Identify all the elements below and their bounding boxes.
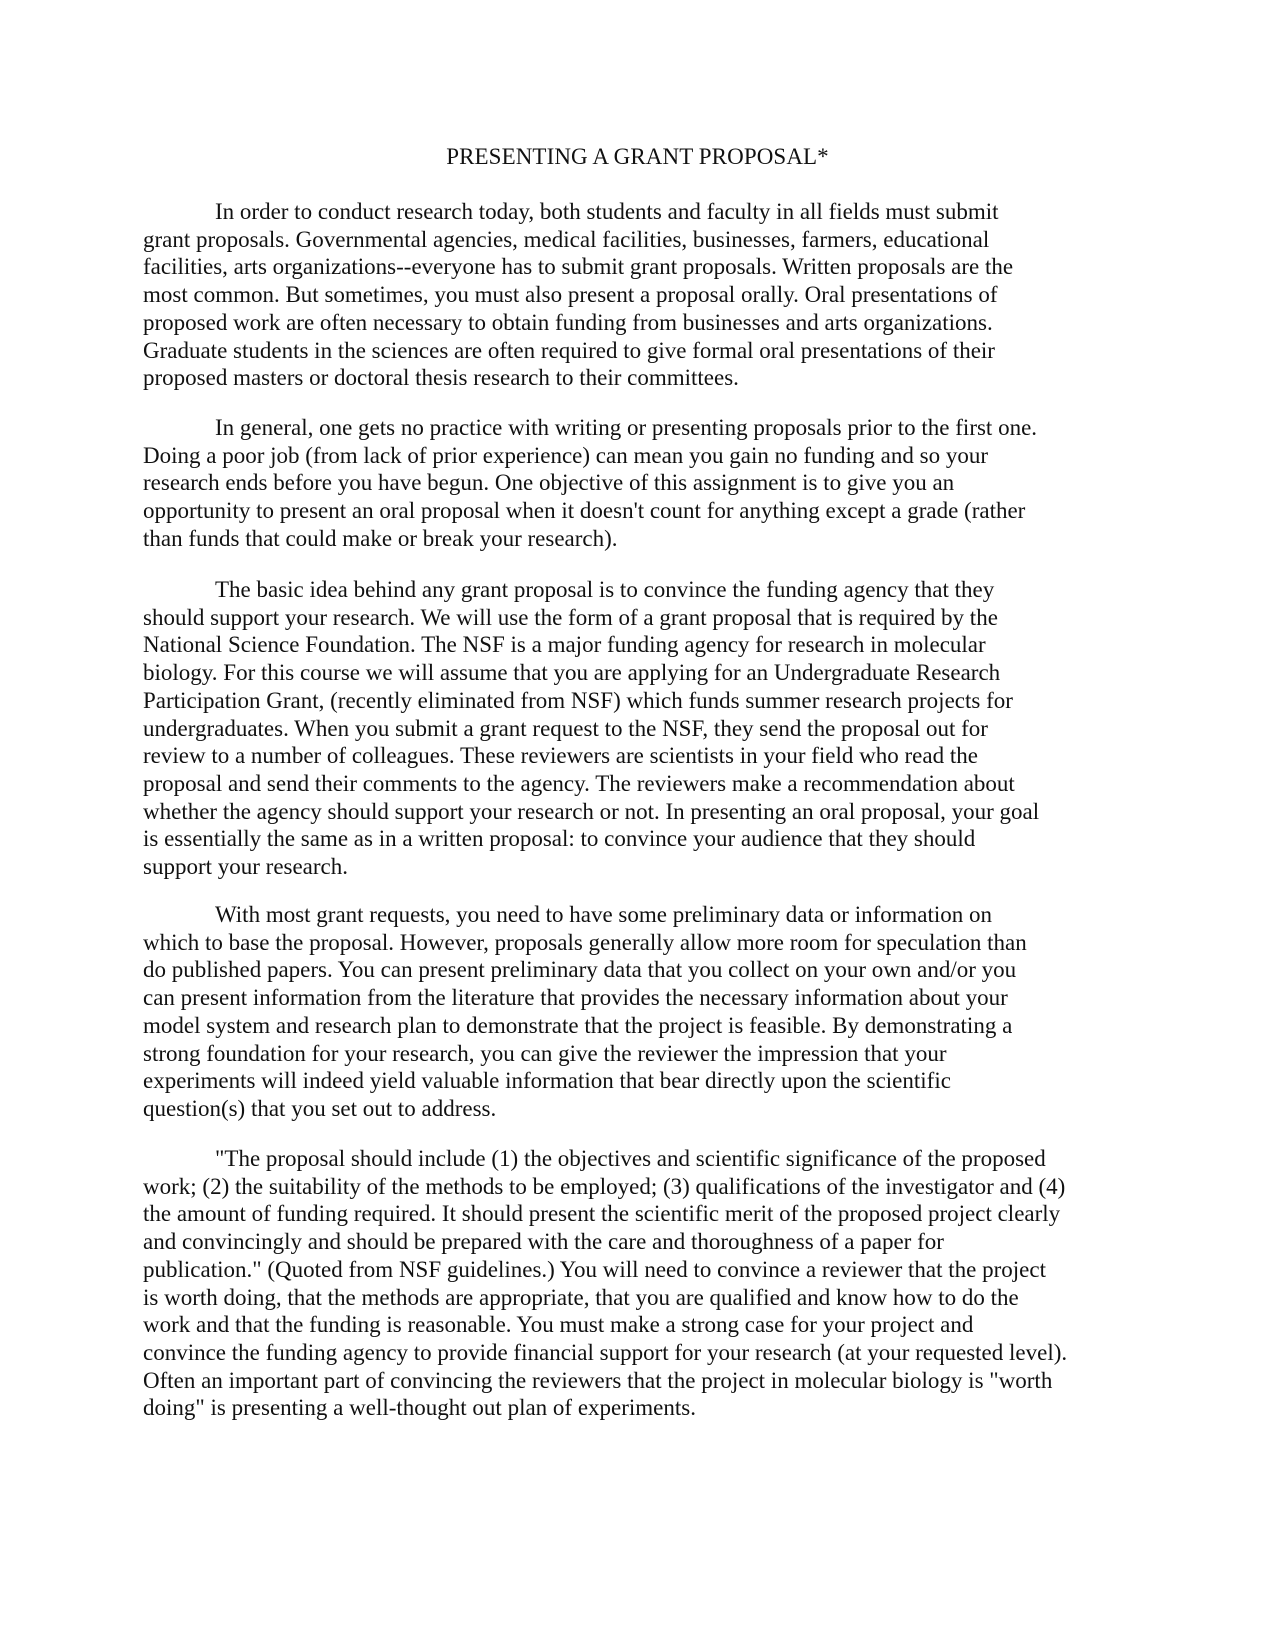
paragraph-line: can present information from the literature that provides the necessary information about your [143,985,1008,1011]
paragraph-3 [143,576,1143,881]
paragraph-line: is worth doing, that the methods are appropriate, that you are qualified and know how to do the [143,1284,1019,1310]
paragraph-line: work and that the funding is reasonable. You must make a strong case for your project and [143,1312,974,1338]
paragraph-line: strong foundation for your research, you can give the reviewer the impression that your [143,1040,947,1066]
paragraph-line: proposed work are often necessary to obtain funding from businesses and arts organizations. [143,309,993,335]
paragraph-1 [143,198,1143,392]
paragraph-line: grant proposals. Governmental agencies, medical facilities, businesses, farmers, educational [143,226,990,252]
paragraph-line: most common. But sometimes, you must also present a proposal orally. Oral presentations of [143,282,998,308]
paragraph-line: and convincingly and should be prepared with the care and thoroughness of a paper for [143,1229,944,1255]
paragraph-line: In general, one gets no practice with writing or presenting proposals prior to the first one. [215,415,1038,440]
paragraph-line: than funds that could make or break your research). [143,525,618,551]
paragraph-line: doing" is presenting a well-thought out plan of experiments. [143,1395,696,1421]
paragraph-line: publication." (Quoted from NSF guidelines.) You will need to convince a reviewer that the project [143,1256,1046,1282]
paragraph-line: model system and research plan to demonstrate that the project is feasible. By demonstrating a [143,1012,1013,1038]
paragraph-line: question(s) that you set out to address. [143,1095,497,1121]
paragraph-line: undergraduates. When you submit a grant request to the NSF, they send the proposal out for [143,715,988,741]
paragraph-line: National Science Foundation. The NSF is a major funding agency for research in molecular [143,632,986,658]
paragraph-line: facilities, arts organizations--everyone has to submit grant proposals. Written proposals are the [143,254,1014,280]
paragraph-line: Doing a poor job (from lack of prior experience) can mean you gain no funding and so your [143,442,988,468]
paragraph-line: Often an important part of convincing the reviewers that the project in molecular biology is "worth [143,1367,1053,1393]
paragraph-5 [143,1145,1143,1422]
paragraph-line: Graduate students in the sciences are often required to give formal oral presentations of their [143,337,995,363]
paragraph-line: which to base the proposal. However, proposals generally allow more room for speculation than [143,929,1027,955]
paragraph-line: With most grant requests, you need to have some preliminary data or information on [215,902,993,927]
paragraph-line: research ends before you have begun. One objective of this assignment is to give you an [143,470,955,496]
paragraph-line: The basic idea behind any grant proposal is to convince the funding agency that they [215,577,995,602]
paragraph-line: Participation Grant, (recently eliminated from NSF) which funds summer research projects for [143,687,1013,713]
paragraph-line: whether the agency should support your research or not. In presenting an oral proposal, your goal [143,798,1040,824]
paragraph-line: review to a number of colleagues. These reviewers are scientists in your field who read the [143,743,978,769]
paragraph-line: is essentially the same as in a written proposal: to convince your audience that they should [143,826,976,852]
paragraph-4 [143,901,1143,1123]
paragraph-line: "The proposal should include (1) the objectives and scientific significance of the proposed [215,1146,1046,1171]
paragraph-line: work; (2) the suitability of the methods to be employed; (3) qualifications of the investigator and (4) [143,1173,1066,1199]
paragraph-line: opportunity to present an oral proposal when it doesn't count for anything except a grade (rather [143,498,1026,524]
paragraph-line: the amount of funding required. It should present the scientific merit of the proposed project clearly [143,1201,1061,1227]
paragraph-line: proposal and send their comments to the agency. The reviewers make a recommendation about [143,770,1015,796]
paragraph-line: proposed masters or doctoral thesis research to their committees. [143,365,739,391]
paragraph-line: convince the funding agency to provide financial support for your research (at your requested level). [143,1339,1068,1365]
paragraph-line: should support your research. We will use the form of a grant proposal that is required by the [143,604,998,630]
paragraph-line: support your research. [143,854,349,880]
paragraph-line: biology. For this course we will assume that you are applying for an Undergraduate Research [143,660,1001,686]
paragraph-line: experiments will indeed yield valuable information that bear directly upon the scientific [143,1068,951,1094]
document-title: PRESENTING A GRANT PROPOSAL* [446,144,829,169]
paragraph-line: do published papers. You can present preliminary data that you collect on your own and/or you [143,957,1017,983]
paragraph-2 [143,414,1143,553]
paragraph-line: In order to conduct research today, both students and faculty in all fields must submit [215,199,999,224]
